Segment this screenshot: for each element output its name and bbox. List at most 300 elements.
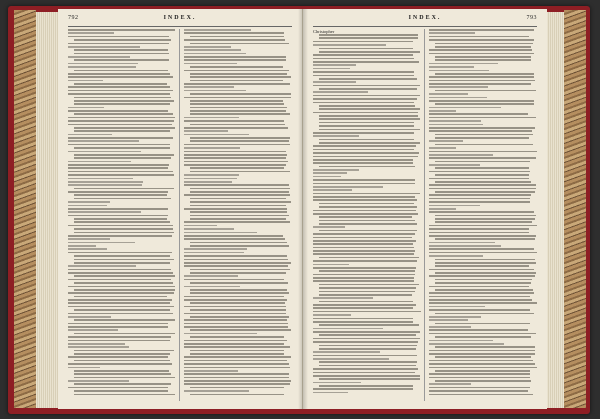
index-text-line (313, 95, 420, 97)
index-text-line (184, 370, 238, 372)
index-text-line (319, 166, 415, 168)
marbled-endpaper-left (14, 10, 36, 408)
index-text-line (429, 255, 483, 257)
index-text-line (190, 215, 289, 217)
index-text-line (68, 387, 168, 389)
index-text-line (68, 326, 168, 328)
index-text-line (429, 154, 493, 156)
index-column-1 (68, 29, 176, 401)
index-text-line (68, 151, 141, 153)
index-text-line (184, 29, 251, 31)
index-text-line (435, 103, 534, 105)
index-text-line (184, 346, 290, 348)
index-text-line (74, 103, 170, 105)
header-rule (313, 26, 537, 27)
index-text-line (184, 340, 287, 342)
index-text-line (184, 299, 287, 301)
index-text-line (319, 223, 417, 225)
index-text-line (184, 134, 249, 136)
index-text-line (429, 350, 535, 352)
index-text-line (429, 184, 536, 186)
index-text-line (68, 107, 104, 109)
index-column-1 (313, 29, 421, 401)
page-number: 792 (68, 15, 79, 21)
index-text-line (313, 253, 414, 255)
page-edges-left (36, 12, 58, 408)
index-text-line (319, 37, 418, 39)
index-text-line (190, 113, 290, 115)
index-text-line (184, 63, 237, 65)
index-text-line (74, 259, 174, 261)
index-text-line (184, 117, 239, 119)
index-text-line (68, 137, 173, 139)
index-text-line (319, 51, 420, 53)
index-text-line (184, 313, 286, 315)
index-text-line (184, 151, 286, 153)
index-text-line (190, 76, 291, 78)
index-text-line (429, 66, 474, 68)
index-text-line (190, 336, 284, 338)
index-text-line (319, 105, 415, 107)
index-text-line (429, 130, 532, 132)
index-text-line (319, 34, 418, 36)
index-text-line (313, 169, 359, 171)
index-text-line (184, 97, 291, 99)
index-text-line (313, 392, 348, 394)
index-text-line (313, 64, 356, 66)
index-text-line (313, 156, 418, 158)
index-text-line (313, 358, 389, 360)
index-text-line (190, 205, 286, 207)
index-text-line (313, 328, 383, 330)
index-text-line (184, 181, 232, 183)
index-text-line (184, 164, 286, 166)
index-text-line (190, 245, 289, 247)
index-text-line (429, 117, 536, 119)
index-text-line (68, 356, 168, 358)
index-text-line (74, 221, 170, 223)
index-text-line (68, 73, 170, 75)
index-text-line (74, 198, 171, 200)
index-text-line (184, 59, 286, 61)
index-text-line (68, 191, 168, 193)
index-text-line (190, 353, 284, 355)
index-text-line (184, 238, 285, 240)
index-text-line (74, 194, 167, 196)
index-text-line (319, 122, 414, 124)
index-text-line (74, 83, 167, 85)
index-text-line (313, 145, 416, 147)
index-text-line (429, 53, 534, 55)
index-text-line (313, 68, 350, 70)
index-text-line (429, 275, 535, 277)
index-text-line (429, 309, 530, 311)
index-text-line (313, 321, 413, 323)
index-text-line (435, 215, 536, 217)
index-text-line (429, 107, 501, 109)
index-text-line (184, 380, 291, 382)
index-text-line (313, 297, 373, 299)
index-text-line (68, 86, 170, 88)
index-text-line (429, 100, 534, 102)
index-text-line (435, 313, 534, 315)
index-text-line (68, 164, 169, 166)
index-text-line (68, 269, 171, 271)
index-text-line (184, 248, 247, 250)
index-text-line (435, 73, 534, 75)
index-text-line (184, 279, 284, 281)
index-text-line (313, 102, 414, 104)
index-text-line (68, 329, 118, 331)
index-text-line (319, 284, 419, 286)
index-text-line (68, 174, 174, 176)
index-text-line (190, 80, 283, 82)
index-text-line (313, 186, 383, 188)
index-text-line (184, 120, 284, 122)
index-text-line (429, 110, 456, 112)
index-text-line (190, 201, 291, 203)
index-text-line (74, 390, 168, 392)
column-separator (179, 29, 180, 401)
page-number: 793 (526, 15, 537, 21)
index-text-line (429, 124, 483, 126)
index-text-line (313, 264, 349, 266)
index-text-line (184, 333, 257, 335)
index-text-line (313, 331, 420, 333)
index-text-line (429, 120, 481, 122)
index-text-line (429, 127, 535, 129)
index-text-line (68, 208, 168, 210)
index-text-line (190, 110, 286, 112)
index-text-line (429, 188, 536, 190)
index-text-line (74, 130, 170, 132)
index-text-line (184, 232, 257, 234)
index-text-line (429, 164, 480, 166)
index-text-line (184, 184, 289, 186)
index-text-line (74, 232, 174, 234)
index-text-line (429, 76, 534, 78)
index-text-line (68, 63, 138, 65)
index-text-line (435, 336, 531, 338)
index-text-line (184, 221, 290, 223)
index-text-line (313, 159, 413, 161)
index-text-line (435, 46, 531, 48)
index-text-line (68, 66, 136, 68)
index-text-line (184, 178, 237, 180)
index-text-line (190, 292, 289, 294)
index-text-line (319, 361, 417, 363)
index-text-line (184, 323, 288, 325)
index-text-line (435, 289, 533, 291)
index-text-line (68, 120, 174, 122)
index-text-line (319, 348, 416, 350)
index-text-line (313, 351, 380, 353)
index-text-line (319, 270, 415, 272)
index-text-line (429, 32, 475, 34)
index-text-line (68, 336, 171, 338)
index-text-line (68, 211, 141, 213)
index-text-line (429, 340, 493, 342)
index-text-line (74, 377, 175, 379)
index-text-line (313, 61, 419, 63)
index-text-line (319, 125, 414, 127)
index-text-line (190, 171, 290, 173)
index-text-line (435, 356, 531, 358)
index-text-line (313, 318, 413, 320)
index-text-line (429, 70, 489, 72)
index-text-line (184, 228, 234, 230)
index-text-line (190, 36, 284, 38)
index-text-line (429, 252, 537, 254)
index-text-line (184, 83, 290, 85)
index-text-line (319, 115, 418, 117)
index-text-line (435, 90, 536, 92)
index-text-line (429, 171, 530, 173)
index-text-line (68, 292, 174, 294)
index-text-line (74, 188, 174, 190)
index-text-line (190, 309, 286, 311)
index-text-line (429, 205, 480, 207)
index-text-line (74, 319, 175, 321)
index-text-line (68, 161, 131, 163)
index-text-line (435, 56, 531, 58)
index-text-line (190, 329, 291, 331)
index-text-line (429, 269, 534, 271)
index-text-line (74, 157, 171, 159)
index-text-line (313, 355, 417, 357)
index-text-line (184, 262, 291, 264)
index-text-line (184, 367, 290, 369)
index-text-line (319, 287, 416, 289)
index-text-line (68, 343, 125, 345)
index-text-line (435, 218, 535, 220)
index-text-line (68, 144, 170, 146)
index-text-line (313, 81, 356, 83)
index-text-line (184, 154, 287, 156)
index-text-line (429, 387, 530, 389)
index-text-line (190, 282, 288, 284)
index-text-line (74, 289, 175, 291)
page-edges-right (547, 12, 564, 408)
index-text-line (435, 323, 530, 325)
index-text-line (313, 132, 414, 134)
index-text-line (184, 161, 288, 163)
index-text-line (184, 56, 286, 58)
index-text-line (313, 372, 415, 374)
index-text-line (319, 378, 420, 380)
index-text-line (429, 363, 535, 365)
index-text-line (429, 242, 495, 244)
index-text-line (429, 245, 501, 247)
index-text-line (429, 140, 463, 142)
index-text-line (184, 32, 284, 34)
index-text-line (184, 46, 231, 48)
index-text-line (429, 235, 536, 237)
index-text-line (429, 306, 485, 308)
index-text-line (313, 112, 418, 114)
index-text-line (184, 390, 249, 392)
index-text-line (313, 375, 420, 377)
index-text-line (319, 257, 419, 259)
index-text-line (68, 178, 133, 180)
header-rule (68, 26, 292, 27)
index-text-line (319, 294, 412, 296)
index-text-line (319, 203, 414, 205)
index-text-line (429, 151, 537, 153)
index-text-line (313, 277, 414, 279)
index-text-line (68, 171, 173, 173)
index-text-line (190, 191, 289, 193)
index-text-line (313, 189, 352, 191)
index-text-line (184, 373, 289, 375)
index-text-line (319, 142, 420, 144)
index-text-line (74, 59, 169, 61)
index-text-line (313, 172, 347, 174)
index-column-2 (184, 29, 292, 401)
index-text-line (68, 205, 107, 207)
index-text-line (313, 210, 416, 212)
index-text-line (313, 162, 413, 164)
index-text-line (184, 383, 290, 385)
index-text-line (190, 350, 284, 352)
index-text-line (68, 184, 142, 186)
index-text-line (429, 316, 481, 318)
index-text-line (184, 39, 285, 41)
index-text-line (74, 262, 170, 264)
index-text-line (313, 304, 416, 306)
index-text-line (68, 124, 172, 126)
index-text-line (319, 345, 417, 347)
index-text-line (74, 228, 173, 230)
index-text-line (184, 252, 244, 254)
index-text-line (429, 302, 537, 304)
index-text-line (429, 113, 528, 115)
index-text-line (313, 91, 368, 93)
index-text-line (429, 194, 531, 196)
index-text-line (429, 343, 504, 345)
index-text-line (68, 380, 129, 382)
index-text-line (68, 340, 170, 342)
index-text-line (313, 75, 414, 77)
index-text-line (68, 279, 171, 281)
index-text-line (190, 269, 290, 271)
index-text-line (190, 167, 284, 169)
index-text-line (429, 248, 534, 250)
index-text-line (429, 39, 534, 41)
index-text-line (190, 93, 291, 95)
index-text-line (74, 309, 170, 311)
index-text-line (435, 272, 536, 274)
index-text-line (313, 250, 415, 252)
index-text-line (184, 208, 287, 210)
index-text-line (68, 363, 172, 365)
index-text-line (184, 259, 288, 261)
index-text-line (68, 46, 140, 48)
index-text-line (190, 289, 287, 291)
index-text-line (435, 144, 533, 146)
index-text-line (190, 272, 286, 274)
index-text-line (313, 193, 420, 195)
marbled-endpaper-right (564, 10, 586, 408)
index-text-line (74, 282, 173, 284)
index-text-line (435, 59, 531, 61)
index-text-line (68, 110, 168, 112)
index-text-line (313, 54, 413, 56)
index-text-line (429, 232, 529, 234)
index-text-line (319, 139, 414, 141)
index-text-line (74, 383, 171, 385)
index-text-line (68, 43, 169, 45)
index-text-line (184, 363, 289, 365)
index-text-line (68, 316, 111, 318)
index-text-line (313, 267, 416, 269)
index-text-line (313, 226, 345, 228)
left-page-header (68, 15, 292, 25)
index-text-line (313, 274, 415, 276)
index-text-line (429, 286, 529, 288)
index-text-line (429, 147, 456, 149)
index-text-line (74, 97, 171, 99)
index-text-line (313, 199, 417, 201)
index-text-line (429, 329, 528, 331)
index-entry: Christopher (313, 29, 335, 34)
index-text-line (319, 324, 419, 326)
index-text-line (429, 157, 536, 159)
index-text-line (313, 368, 418, 370)
index-text-line (319, 206, 417, 208)
index-text-line (429, 299, 532, 301)
index-text-line (74, 255, 170, 257)
index-text-line (190, 198, 286, 200)
index-text-line (313, 237, 412, 239)
index-text-line (68, 248, 107, 250)
index-text-line (313, 260, 417, 262)
index-text-line (190, 211, 287, 213)
index-text-line (319, 216, 412, 218)
index-text-line (74, 333, 175, 335)
index-text-line (313, 213, 418, 215)
index-text-line (184, 265, 288, 267)
index-text-line (313, 183, 415, 185)
index-text-line (68, 235, 172, 237)
index-text-line (74, 127, 175, 129)
index-text-line (190, 302, 285, 304)
index-text-line (68, 80, 103, 82)
index-text-line (74, 39, 171, 41)
index-text-line (429, 333, 536, 335)
index-text-line (74, 373, 171, 375)
index-text-line (184, 70, 289, 72)
index-text-line (184, 194, 290, 196)
index-text-line (74, 49, 168, 51)
index-text-line (429, 83, 531, 85)
index-text-line (184, 144, 290, 146)
index-text-line (190, 73, 287, 75)
left-page (58, 9, 303, 409)
index-text-line (190, 137, 290, 139)
index-text-line (190, 316, 289, 318)
index-text-line (68, 346, 129, 348)
index-text-line (429, 228, 529, 230)
index-text-line (68, 225, 173, 227)
book-gutter (298, 9, 308, 409)
index-column-2 (429, 29, 537, 401)
index-text-line (319, 385, 413, 387)
index-text-line (184, 90, 246, 92)
index-text-line (429, 80, 535, 82)
index-text-line (313, 280, 414, 282)
index-text-line (435, 370, 530, 372)
